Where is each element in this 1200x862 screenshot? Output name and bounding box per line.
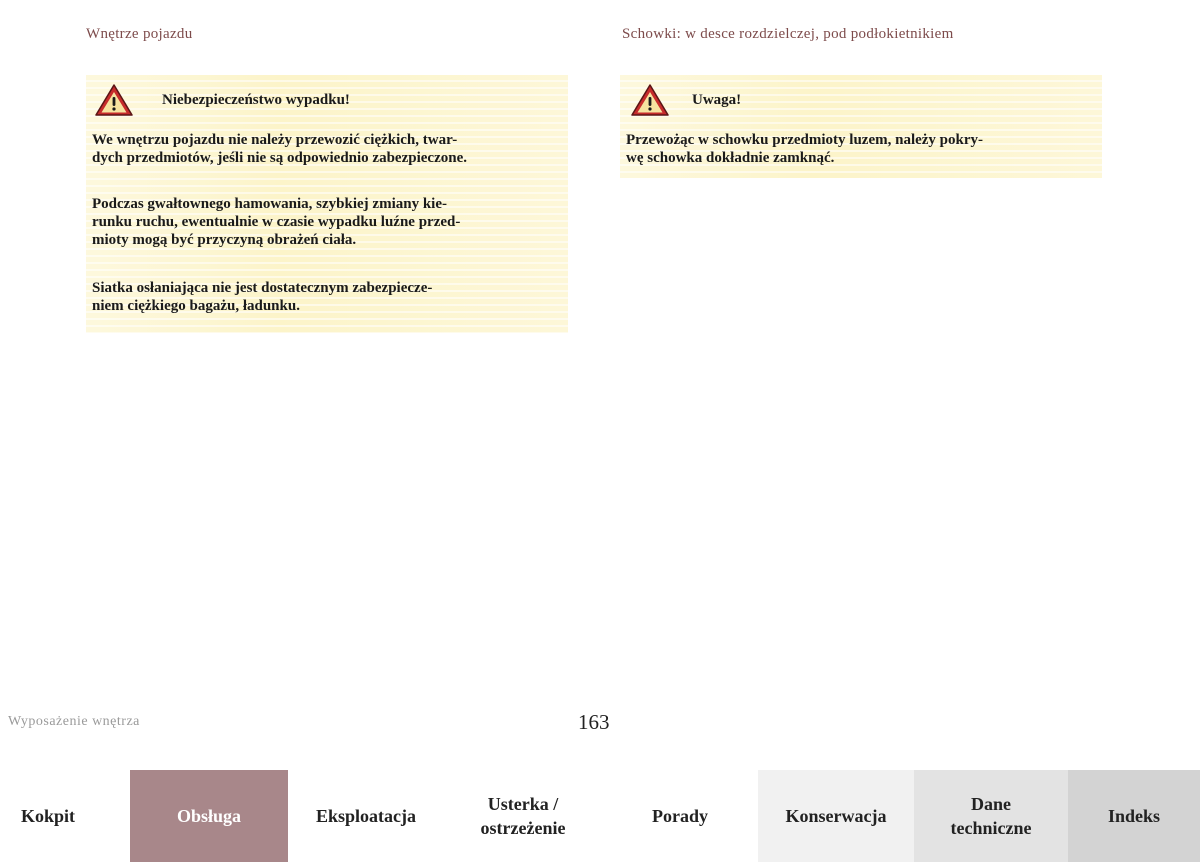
caution-paragraph-1: Przewożąc w schowku przedmioty luzem, należy pokry- wę schowka dokładnie zamknąć. — [626, 132, 984, 166]
danger-warning-title: Niebezpieczeństwo wypadku! — [162, 91, 350, 108]
footer-section-name: Wyposażenie wnętrza — [8, 714, 140, 729]
nav-tab-dane-techniczne[interactable] — [914, 770, 1068, 862]
nav-tab-label: Indeks — [1107, 806, 1161, 826]
nav-tab-porady[interactable] — [602, 770, 758, 862]
page-number: 163 — [578, 710, 610, 734]
page-header-left: Wnętrze pojazdu — [86, 26, 193, 42]
danger-warning-box — [86, 75, 568, 333]
nav-tab-label: Usterka / ostrzeżenie — [480, 794, 566, 838]
caution-warning-box — [620, 75, 1102, 178]
chapter-navigation — [0, 770, 1200, 862]
nav-tab-label: Kokpit — [20, 806, 76, 826]
danger-paragraph-3: Siatka osłaniająca nie jest dostatecznym zabezpiecze- niem ciężkiego bagażu, ładunku. — [92, 280, 433, 314]
warning-triangle-icon — [94, 83, 134, 117]
danger-paragraph-2: Podczas gwałtownego hamowania, szybkiej zmiany kie- runku ruchu, ewentualnie w czasie wypadku luźne przed- mioty mogą być przyczyną obrażeń ciała. — [92, 196, 461, 248]
nav-tab-label: Eksploatacja — [315, 806, 416, 826]
page-header-right: Schowki: w desce rozdzielczej, pod podłokietnikiem — [622, 26, 954, 42]
caution-warning-heading — [630, 83, 741, 117]
nav-tab-konserwacja[interactable] — [758, 770, 914, 862]
nav-tab-kokpit[interactable] — [0, 770, 96, 862]
danger-warning-heading — [94, 83, 350, 117]
nav-tab-usterka-ostrzezenie[interactable] — [444, 770, 602, 862]
nav-tab-indeks[interactable] — [1068, 770, 1200, 862]
caution-warning-title: Uwaga! — [692, 91, 742, 108]
nav-tab-label: Porady — [652, 806, 708, 826]
nav-tab-obsluga[interactable] — [130, 770, 288, 862]
danger-paragraph-1: We wnętrzu pojazdu nie należy przewozić ciężkich, twar- dych przedmiotów, jeśli nie są odpowiednio zabezpieczone. — [92, 132, 467, 166]
nav-tab-label: Dane techniczne — [950, 794, 1032, 838]
nav-tab-eksploatacja[interactable] — [288, 770, 444, 862]
nav-tab-label: Obsługa — [176, 806, 242, 826]
nav-tab-label: Konserwacja — [785, 806, 887, 826]
warning-triangle-icon — [630, 83, 670, 117]
